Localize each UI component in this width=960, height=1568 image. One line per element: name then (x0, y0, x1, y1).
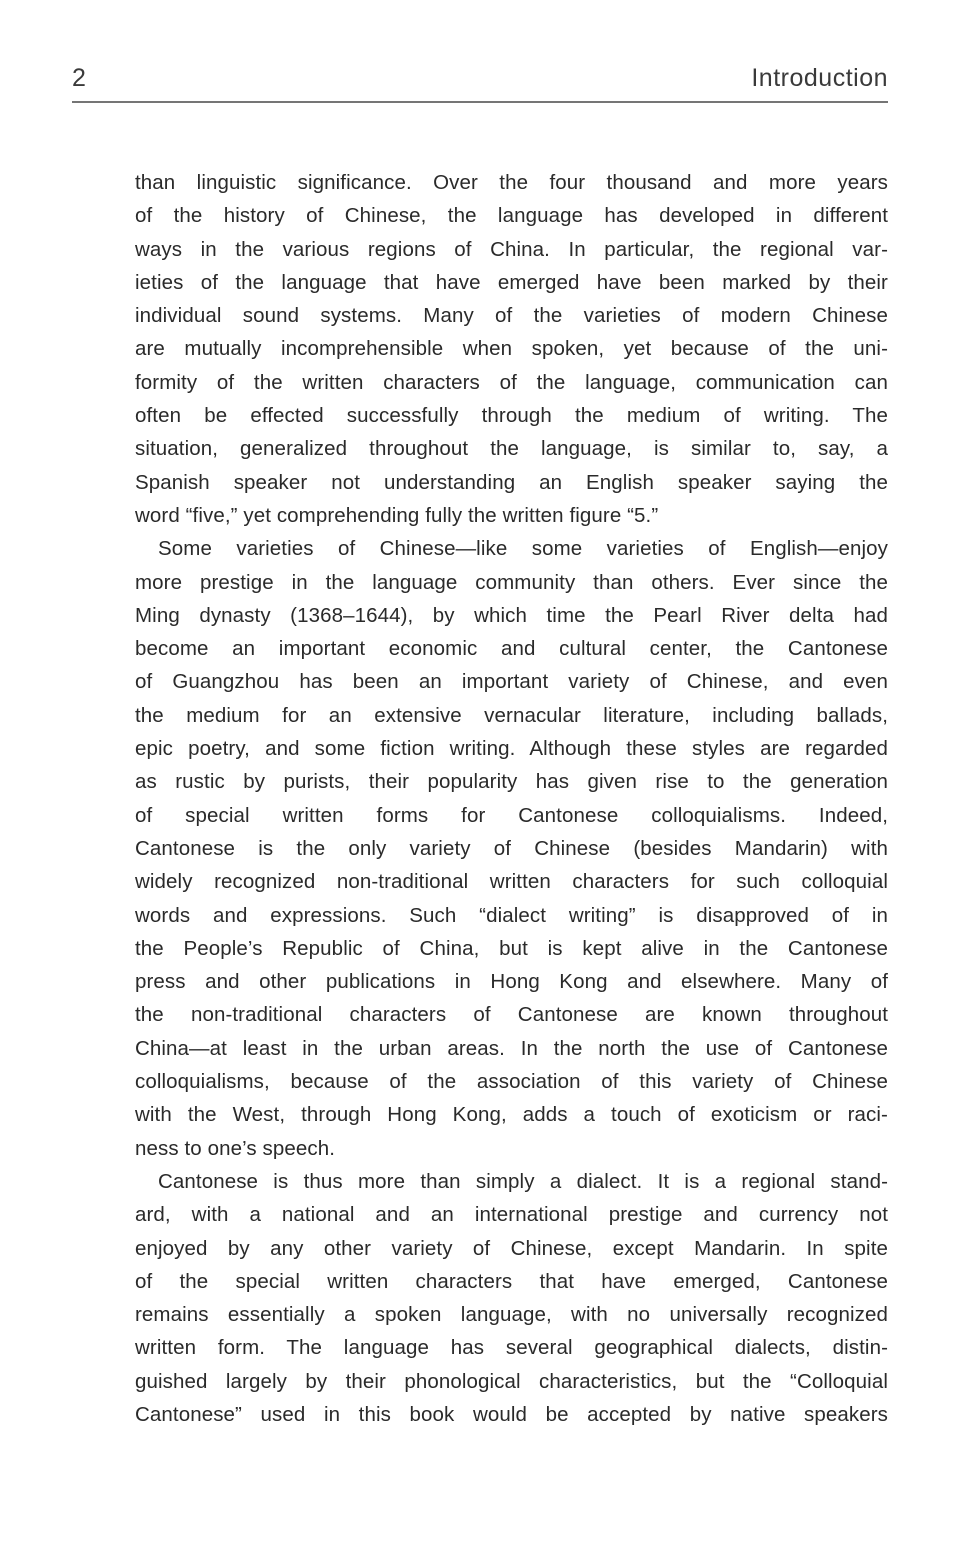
text-line: written form. The language has several geographical dialects, distin- (135, 1336, 888, 1360)
text-line: are mutually incomprehensible when spoken, yet because of the uni- (135, 337, 888, 361)
text-line: China—at least in the urban areas. In the north the use of Cantonese (135, 1036, 888, 1060)
text-line: Cantonese is thus more than simply a dialect. It is a regional stand- (158, 1169, 888, 1193)
text-line: press and other publications in Hong Kong and elsewhere. Many of (135, 970, 888, 994)
text-line: than linguistic significance. Over the four thousand and more years (135, 171, 888, 194)
text-line: widely recognized non-traditional written characters for such colloquial (135, 870, 888, 894)
text-line: as rustic by purists, their popularity has given rise to the generation (135, 770, 888, 794)
text-line: become an important economic and cultural center, the Cantonese (135, 637, 888, 661)
text-line: individual sound systems. Many of the varieties of modern Chinese (135, 304, 888, 328)
text-line: the People’s Republic of China, but is kept alive in the Cantonese (135, 936, 888, 960)
text-line: ways in the various regions of China. In particular, the regional var- (135, 237, 888, 261)
text-line: of the special written characters that have emerged, Cantonese (135, 1269, 888, 1293)
paragraph (135, 1165, 888, 1431)
paragraph (135, 532, 888, 1165)
page-header (72, 64, 888, 93)
text-line: of the history of Chinese, the language has developed in different (135, 204, 888, 228)
text-line: Some varieties of Chinese—like some varieties of English—enjoy (158, 537, 888, 561)
text-line: with the West, through Hong Kong, adds a touch of exoticism or raci- (135, 1103, 888, 1127)
body-text (135, 166, 888, 1431)
text-line: Cantonese is the only variety of Chinese (besides Mandarin) with (135, 836, 888, 860)
text-line: ness to one’s speech. (135, 1136, 336, 1160)
text-line: often be effected successfully through the medium of writing. The (135, 404, 888, 428)
text-line: more prestige in the language community than others. Ever since the (135, 570, 888, 594)
text-line: epic poetry, and some fiction writing. Although these styles are regarded (135, 737, 888, 761)
text-line: the medium for an extensive vernacular literature, including ballads, (135, 703, 888, 727)
text-line: colloquialisms, because of the association of this variety of Chinese (135, 1070, 888, 1094)
text-line: formity of the written characters of the language, communication can (135, 370, 888, 394)
text-line: words and expressions. Such “dialect writing” is disapproved of in (135, 903, 888, 927)
text-line: of special written forms for Cantonese colloquialisms. Indeed, (135, 803, 888, 827)
text-line: remains essentially a spoken language, with no universally recognized (135, 1303, 888, 1327)
text-line: enjoyed by any other variety of Chinese, except Mandarin. In spite (135, 1236, 888, 1260)
text-line: of Guangzhou has been an important variety of Chinese, and even (135, 670, 888, 694)
text-line: Cantonese” used in this book would be accepted by native speakers (135, 1402, 888, 1426)
page-number: 2 (72, 64, 87, 92)
text-line: situation, generalized throughout the language, is similar to, say, a (135, 437, 888, 461)
text-line: Ming dynasty (1368–1644), by which time the Pearl River delta had (135, 603, 888, 627)
text-line: Spanish speaker not understanding an English speaker saying the (135, 470, 888, 494)
paragraph (135, 166, 888, 532)
section-title: Introduction (751, 64, 888, 92)
text-line: ieties of the language that have emerged have been marked by their (135, 270, 888, 294)
text-line: guished largely by their phonological characteristics, but the “Colloquial (135, 1369, 888, 1393)
text-line: word “five,” yet comprehending fully the written figure “5.” (135, 503, 659, 527)
header-divider (72, 101, 888, 103)
text-line: ard, with a national and an international prestige and currency not (135, 1203, 888, 1227)
text-line: the non-traditional characters of Cantonese are known throughout (135, 1003, 888, 1027)
